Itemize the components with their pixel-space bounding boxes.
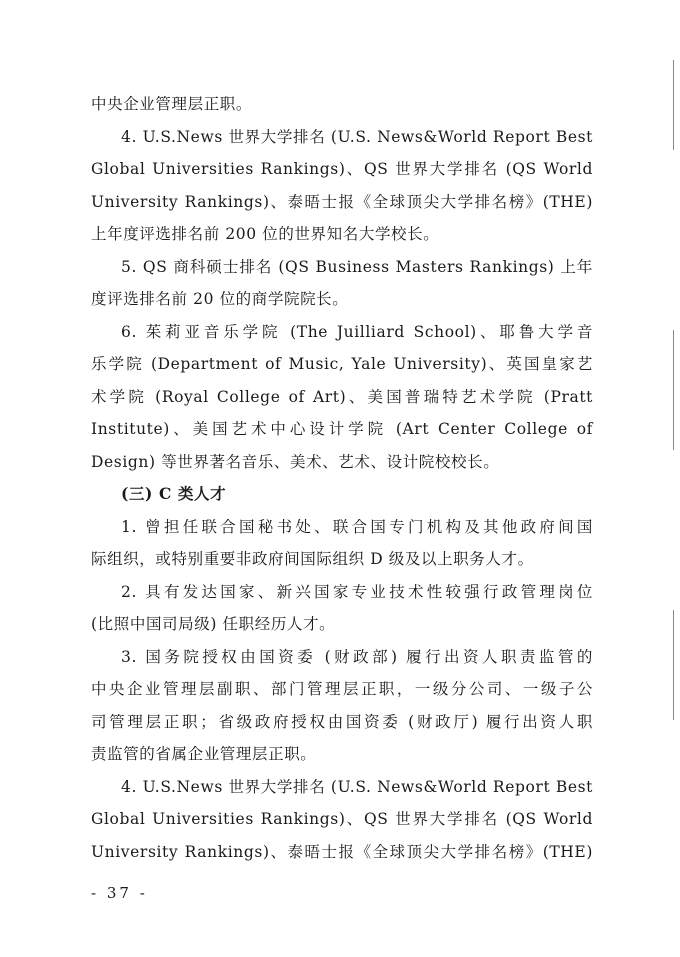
text-line: 司管理层正职；省级政府授权由国资委 (财政厅) 履行出资人职 (91, 712, 593, 731)
document-body (91, 88, 593, 868)
text-line: 中央企业管理层正职。 (91, 95, 253, 113)
scan-edge-mark (673, 60, 674, 150)
text-line: Design) 等世界著名音乐、美术、艺术、设计院校校长。 (91, 452, 500, 471)
text-line: University Rankings)、泰晤士报《全球顶尖大学排名榜》(THE) (91, 842, 593, 861)
text-line: 上年度评选排名前 200 位的世界知名大学校长。 (91, 225, 440, 243)
text-line: 责监管的省属企业管理层正职。 (91, 745, 317, 763)
text-line: 中央企业管理层副职、部门管理层正职，一级分公司、一级子公 (91, 680, 593, 698)
section-heading: (三) C 类人才 (121, 484, 227, 503)
text-line: 4. U.S.News 世界大学排名 (U.S. News&World Report Best (121, 127, 593, 146)
text-line: 5. QS 商科硕士排名 (QS Business Masters Rankings) 上年 (121, 257, 593, 276)
text-line: 1. 曾担任联合国秘书处、联合国专门机构及其他政府间国 (121, 517, 593, 536)
text-line: 4. U.S.News 世界大学排名 (U.S. News&World Report Best (121, 777, 593, 796)
scan-edge-mark (673, 330, 674, 450)
text-line: 术学院 (Royal College of Art)、美国普瑞特艺术学院 (Pratt (91, 387, 593, 406)
text-line: Global Universities Rankings)、QS 世界大学排名 (QS World (91, 160, 593, 178)
scan-edge-mark (673, 610, 674, 720)
text-line: 乐学院 (Department of Music, Yale University)、英国皇家艺 (91, 355, 593, 373)
text-line: 3. 国务院授权由国资委 (财政部) 履行出资人职责监管的 (121, 647, 593, 666)
text-line: 际组织，或特别重要非政府间国际组织 D 级及以上职务人才。 (91, 550, 534, 568)
text-line: 6. 茱莉亚音乐学院 (The Juilliard School)、耶鲁大学音 (121, 322, 593, 341)
text-line: Global Universities Rankings)、QS 世界大学排名 (QS World (91, 810, 593, 828)
page-number: - 37 - (91, 884, 148, 902)
text-line: (比照中国司局级) 任职经历人才。 (91, 615, 336, 633)
text-line: 度评选排名前 20 位的商学院院长。 (91, 290, 349, 308)
text-line: University Rankings)、泰晤士报《全球顶尖大学排名榜》(THE) (91, 192, 593, 211)
text-line: 2. 具有发达国家、新兴国家专业技术性较强行政管理岗位 (121, 582, 593, 601)
text-line: Institute)、美国艺术中心设计学院 (Art Center College of (91, 420, 593, 438)
